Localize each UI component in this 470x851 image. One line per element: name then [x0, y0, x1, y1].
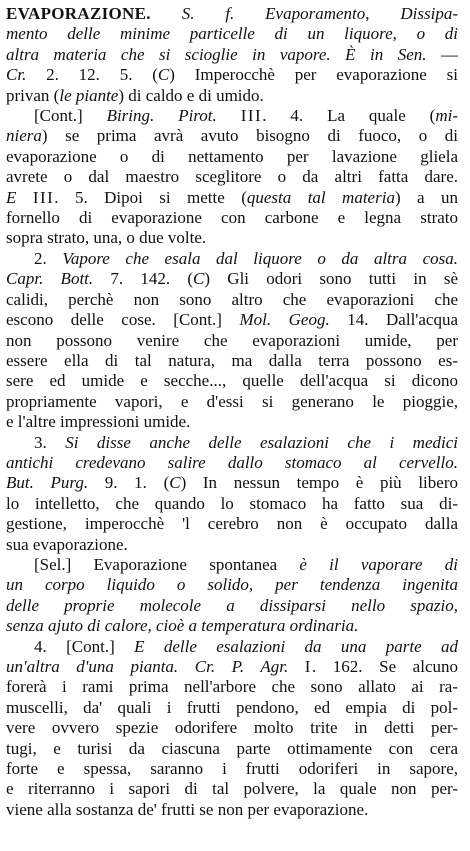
text-segment: [16, 188, 32, 207]
text-line: [6, 473, 458, 493]
text-segment: 3.: [34, 432, 66, 452]
text-segment: 2.: [34, 248, 63, 268]
volume-number: I: [304, 657, 312, 676]
italic-text: le piante: [59, 85, 119, 105]
text-line: [6, 637, 458, 657]
text-segment: ) In nessun tempo è più libero: [180, 473, 458, 493]
italic-text: mi-: [435, 106, 459, 126]
text-line: [6, 4, 458, 24]
italic-text: C: [157, 65, 170, 85]
italic-text: Si disse anche delle esalazioni che i medici: [65, 432, 458, 452]
text-line: [6, 616, 458, 636]
text-line: [6, 596, 458, 616]
italic-text: questa tal materia: [246, 187, 395, 207]
italic-text: C: [169, 473, 181, 493]
text-segment: vere ovvero spezie odorifere molto trite in detti per-: [6, 718, 458, 738]
text-line: [6, 331, 458, 351]
italic-text: S. f. Evaporamento, Dissipa-: [181, 4, 458, 23]
italic-text: E delle esalazioni da una parte ad: [134, 636, 458, 656]
text-segment: non possono venire che evaporazioni umide, per: [6, 330, 458, 350]
text-segment: [Cont.]: [34, 106, 107, 126]
text-segment: viene alla sostanza de' frutti se non per evaporazione.: [6, 799, 369, 819]
italic-text: un corpo liquido o solido, per tendenza ingenita: [6, 575, 458, 595]
text-segment: privan (: [6, 85, 60, 105]
text-line: [6, 86, 458, 106]
headword: EVAPORAZIONE.: [6, 4, 151, 23]
text-segment: fornello di evaporazione con carbone e legna strato: [6, 208, 458, 228]
text-segment: forte e spessa, saranno i frutti odoriferi in sapore,: [6, 759, 458, 779]
text-line: [6, 188, 458, 208]
text-line: [6, 453, 458, 473]
text-line: [6, 228, 458, 248]
text-segment: . 5. Dipoi si mette (: [54, 187, 247, 207]
text-segment: ) Gli odori sono tutti in sè: [204, 269, 458, 289]
text-line: [6, 24, 458, 44]
text-line: [6, 514, 458, 534]
italic-text: Cr.: [6, 65, 27, 85]
italic-text: mento delle minime particelle di un liquore, o di: [6, 24, 458, 44]
text-line: [6, 433, 458, 453]
text-line: [6, 412, 458, 432]
text-segment: 9. 1. (: [88, 473, 170, 493]
italic-text: delle proprie molecole a dissiparsi nello spazio,: [6, 595, 458, 615]
text-line: [6, 249, 458, 269]
text-segment: propriamente vapori, e d'essi si generano le pioggie,: [6, 391, 458, 411]
text-segment: [217, 106, 241, 125]
volume-number: III: [32, 187, 55, 207]
italic-text: Capr. Bott.: [6, 269, 94, 289]
text-line: [6, 269, 458, 289]
text-segment: [151, 4, 182, 23]
text-line: [6, 208, 458, 228]
text-line: [6, 371, 458, 391]
text-line: [6, 698, 458, 718]
text-segment: [Sel.] Evaporazione spontanea: [34, 554, 300, 574]
text-segment: sere ed umide e secche..., quelle dell'acqua si dicono: [6, 371, 458, 391]
text-segment: 4. [Cont.]: [34, 636, 135, 656]
text-line: [6, 126, 458, 146]
italic-text: niera: [6, 126, 42, 146]
text-line: [6, 657, 458, 677]
text-line: [6, 167, 458, 187]
italic-text: altra materia che si scioglie in vapore. È in Sen.: [6, 44, 427, 64]
italic-text: Vapore che esala dal liquore o da altra cosa.: [62, 248, 458, 268]
text-segment: [288, 657, 305, 676]
text-line: [6, 779, 458, 799]
text-line: [6, 800, 458, 820]
text-segment: avrete o dal maestro sceglitore o da altri fatta dare.: [6, 167, 458, 187]
italic-text: Biring. Pirot.: [106, 106, 217, 126]
italic-text: Mol. Geog.: [239, 310, 330, 330]
text-segment: lo intelletto, che quando lo stomaco ha fatto sua di-: [6, 493, 458, 513]
text-line: [6, 494, 458, 514]
text-segment: gestione, imperocchè 'l cerebro non è occupato dalla: [6, 514, 458, 534]
text-line: [6, 677, 458, 697]
text-line: [6, 351, 458, 371]
text-line: [6, 759, 458, 779]
text-line: [6, 147, 458, 167]
text-segment: muscelli, da' quali i frutti pendono, ed empia di pol-: [6, 697, 458, 717]
text-segment: tugi, e turisi da ciascuna parte ottimamente con cera: [6, 738, 458, 758]
text-segment: e riterranno i sapori di tal polvere, la quale non per-: [6, 779, 458, 799]
text-segment: evaporazione o di nettamento per lavazione gliela: [6, 146, 458, 166]
text-line: [6, 45, 458, 65]
text-segment: 2. 12. 5. (: [26, 65, 158, 85]
text-line: [6, 739, 458, 759]
italic-text: But. Purg.: [6, 473, 89, 493]
text-segment: . 162. Se alcuno: [311, 657, 458, 676]
dictionary-entry: [6, 4, 458, 820]
text-line: [6, 555, 458, 575]
text-segment: e l'altre impressioni umide.: [6, 412, 191, 432]
italic-text: è il vaporare di: [299, 554, 458, 574]
text-line: [6, 106, 458, 126]
text-segment: ) di caldo e di umido.: [118, 85, 264, 105]
text-segment: essere ella di tal natura, ma dalla terra possono es-: [6, 350, 458, 370]
text-segment: forerà i rami prima nell'arbore che sono allato ai ra-: [6, 677, 458, 697]
text-segment: . 4. La quale (: [262, 106, 436, 126]
text-line: [6, 535, 458, 555]
italic-text: C: [193, 269, 205, 289]
volume-number: III: [240, 106, 263, 126]
text-line: [6, 575, 458, 595]
text-line: [6, 718, 458, 738]
text-segment: ) se prima avrà avuto bisogno di fuoco, o di: [41, 126, 458, 146]
text-segment: ) Imperocchè per evaporazione si: [169, 65, 458, 85]
italic-text: senza ajuto di calore, cioè a temperatura ordinaria.: [6, 616, 359, 636]
text-line: [6, 392, 458, 412]
text-segment: ) a un: [394, 187, 459, 207]
text-segment: 14. Dall'acqua: [329, 310, 458, 330]
text-line: [6, 290, 458, 310]
text-segment: —: [426, 44, 458, 64]
text-segment: calidi, perchè non sono altro che evaporazioni che: [6, 289, 458, 309]
text-line: [6, 310, 458, 330]
italic-text: antichi credevano salire dallo stomaco al cervello.: [6, 452, 458, 472]
text-segment: sopra strato, una, o due volte.: [6, 228, 207, 248]
text-segment: escono delle cose. [Cont.]: [6, 310, 240, 330]
italic-text: un'altra d'una pianta. Cr. P. Agr.: [6, 657, 289, 676]
text-segment: sua evaporazione.: [6, 534, 128, 554]
text-line: [6, 65, 458, 85]
italic-text: E: [6, 187, 17, 207]
text-segment: 7. 142. (: [93, 269, 194, 289]
